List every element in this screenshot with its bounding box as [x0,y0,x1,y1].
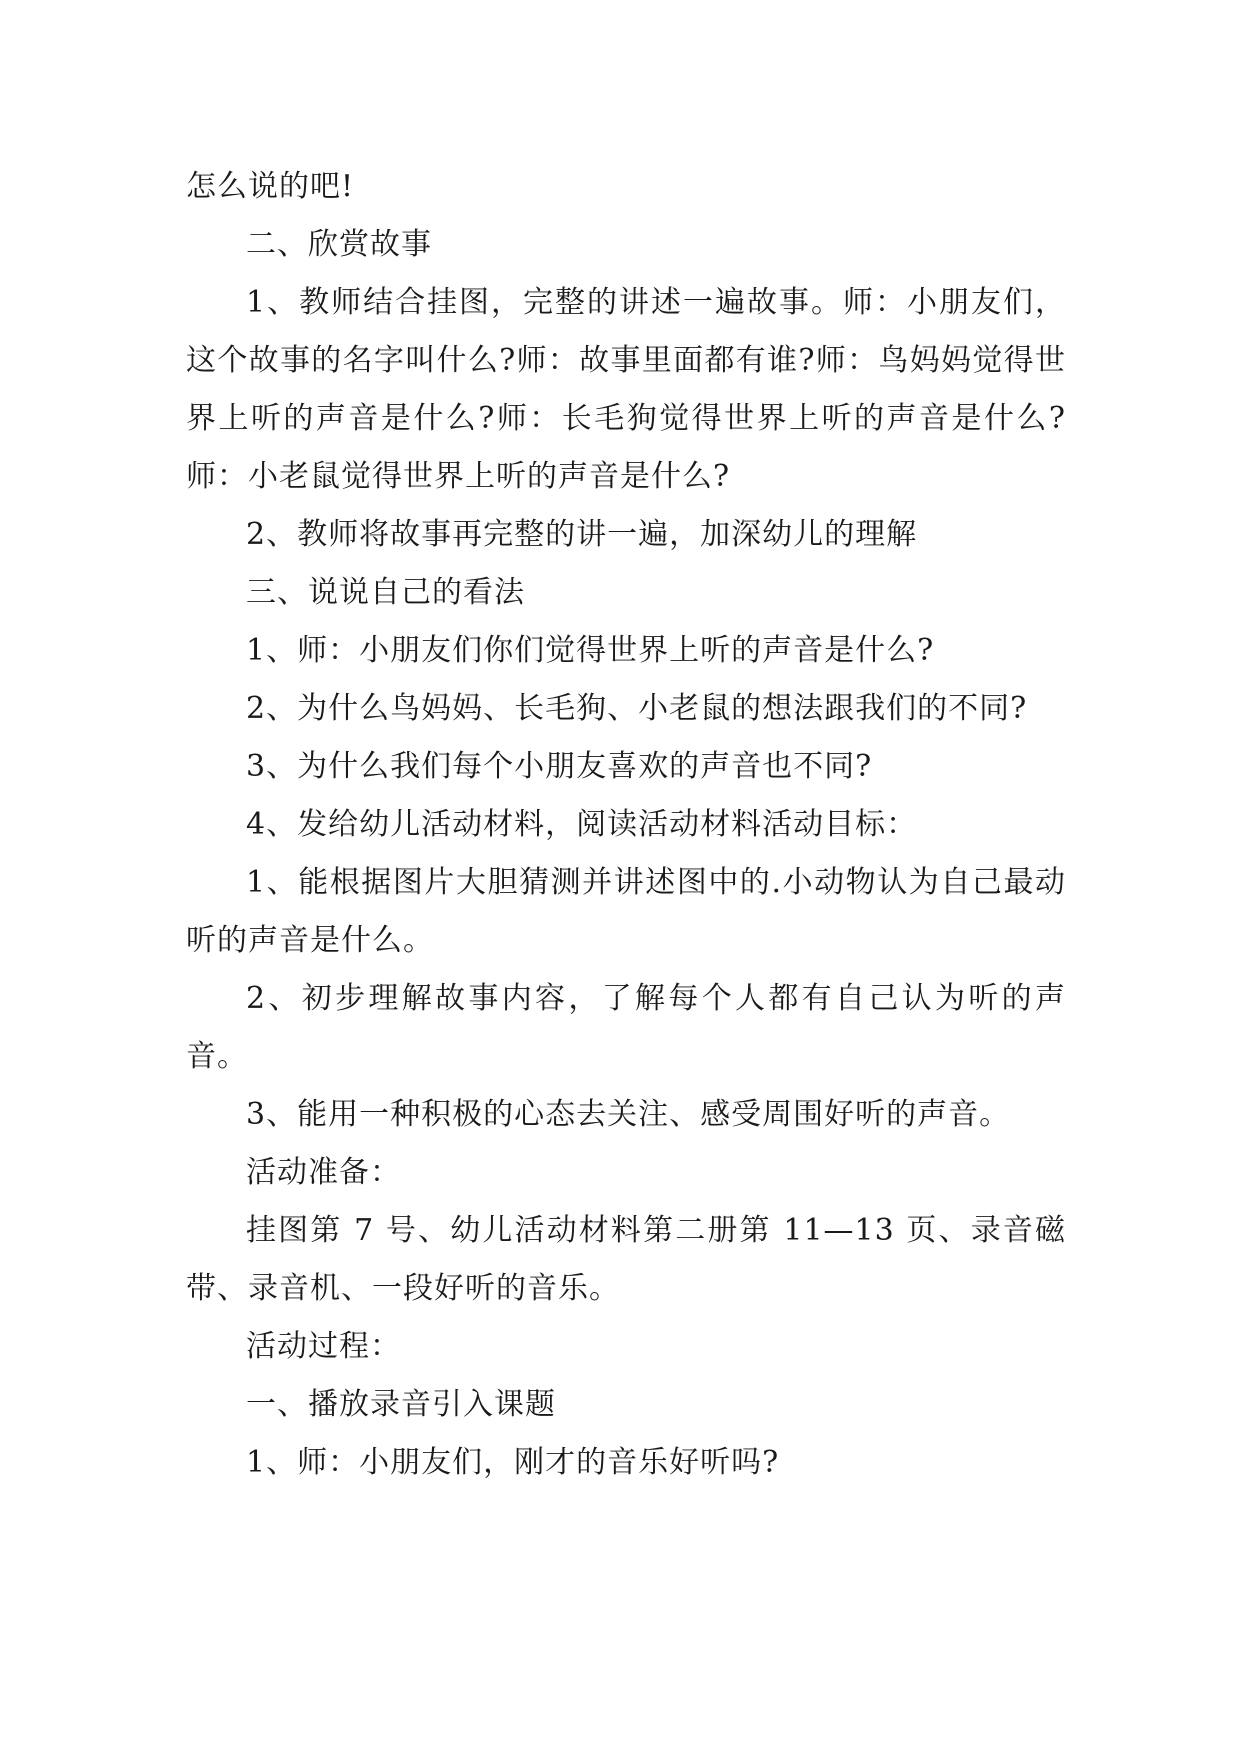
paragraph: 怎么说的吧! [186,169,355,204]
paragraph: 2、教师将故事再完整的讲一遍，加深幼儿的理解 [246,517,918,552]
section-heading: 活动过程： [246,1329,401,1364]
section-heading: 活动准备： [246,1155,401,1190]
document-body [186,158,1066,1492]
paragraph: 4、发给幼儿活动材料，阅读活动材料活动目标： [246,807,918,842]
section-heading: 一、播放录音引入课题 [246,1387,556,1422]
paragraph: 2、为什么鸟妈妈、长毛狗、小老鼠的想法跟我们的不同? [246,691,1028,726]
paragraph: 3、为什么我们每个小朋友喜欢的声音也不同? [246,749,873,784]
paragraph: 挂图第 7 号、幼儿活动材料第二册第 11—13 页、录音磁带、录音机、一段好听的音乐。 [186,1213,1066,1306]
paragraph: 3、能用一种积极的心态去关注、感受周围好听的声音。 [246,1097,1011,1132]
section-heading: 三、说说自己的看法 [246,575,525,610]
paragraph: 1、教师结合挂图，完整的讲述一遍故事。师：小朋友们，这个故事的名字叫什么?师：故事里面都有谁?师：鸟妈妈觉得世界上听的声音是什么?师：长毛狗觉得世界上听的声音是什么?师：小老鼠觉得世界上听的声音是什么? [186,285,1066,494]
paragraph: 1、师：小朋友们，刚才的音乐好听吗? [246,1445,780,1480]
paragraph: 1、能根据图片大胆猜测并讲述图中的.小动物认为自己最动听的声音是什么。 [186,865,1066,958]
paragraph: 1、师：小朋友们你们觉得世界上听的声音是什么? [246,633,935,668]
section-heading: 二、欣赏故事 [246,227,432,262]
paragraph: 2、初步理解故事内容，了解每个人都有自己认为听的声音。 [186,981,1066,1074]
